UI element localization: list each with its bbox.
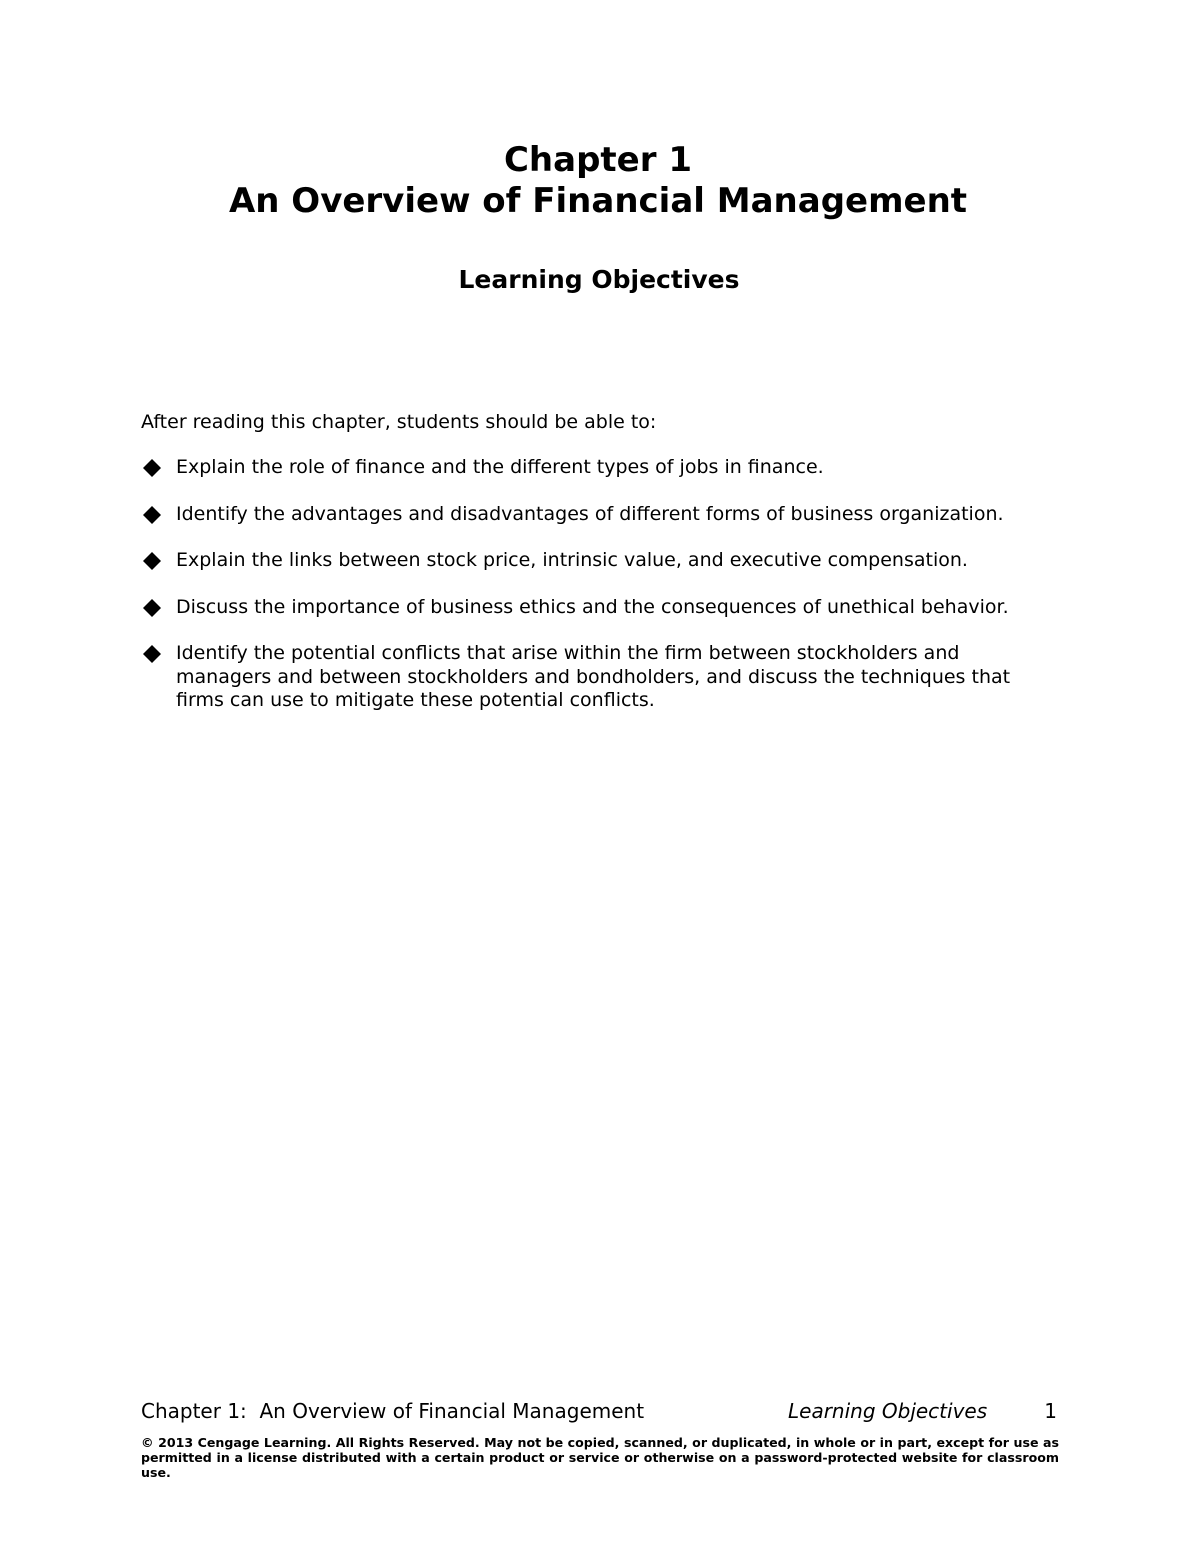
diamond-bullet-icon	[143, 645, 161, 663]
page-number: 1	[1044, 1399, 1057, 1423]
objectives-list	[141, 456, 1041, 736]
objective-item	[141, 596, 1041, 620]
objective-text: Identify the advantages and disadvantages of different forms of business organization.	[176, 502, 1004, 525]
copyright-notice: © 2013 Cengage Learning. All Rights Reserved. May not be copied, scanned, or duplicated, in whole or in part, except for use as permitted in a license distributed with a certain product or service or otherwise on a password-protected website for classroom use.	[141, 1435, 1059, 1480]
objective-item	[141, 549, 1041, 573]
objective-text: Explain the role of finance and the different types of jobs in finance.	[176, 456, 824, 478]
objective-text: Identify the potential conflicts that arise within the firm between stockholders and managers and between stockholders and bondholders, and discuss the techniques that firms can use to mitigate these potential conflicts.	[176, 642, 1011, 711]
page-footer	[141, 1398, 1059, 1424]
objective-item	[141, 503, 1041, 527]
diamond-bullet-icon	[143, 599, 161, 617]
objective-item	[141, 642, 1041, 713]
diamond-bullet-icon	[143, 552, 161, 570]
objective-item	[141, 456, 1041, 480]
chapter-number: Chapter 1	[503, 140, 692, 180]
title-block	[0, 140, 1196, 222]
diamond-bullet-icon	[143, 506, 161, 524]
chapter-title: An Overview of Financial Management	[228, 181, 968, 221]
section-heading: Learning Objectives	[458, 265, 740, 294]
intro-text: After reading this chapter, students should be able to:	[141, 411, 657, 433]
footer-chapter-label: Chapter 1: An Overview of Financial Management	[141, 1399, 645, 1423]
footer-section-label: Learning Objectives	[788, 1399, 988, 1423]
diamond-bullet-icon	[143, 459, 161, 477]
objective-text: Explain the links between stock price, intrinsic value, and executive compensation.	[176, 549, 968, 571]
objective-text: Discuss the importance of business ethics and the consequences of unethical behavior.	[176, 595, 1009, 618]
